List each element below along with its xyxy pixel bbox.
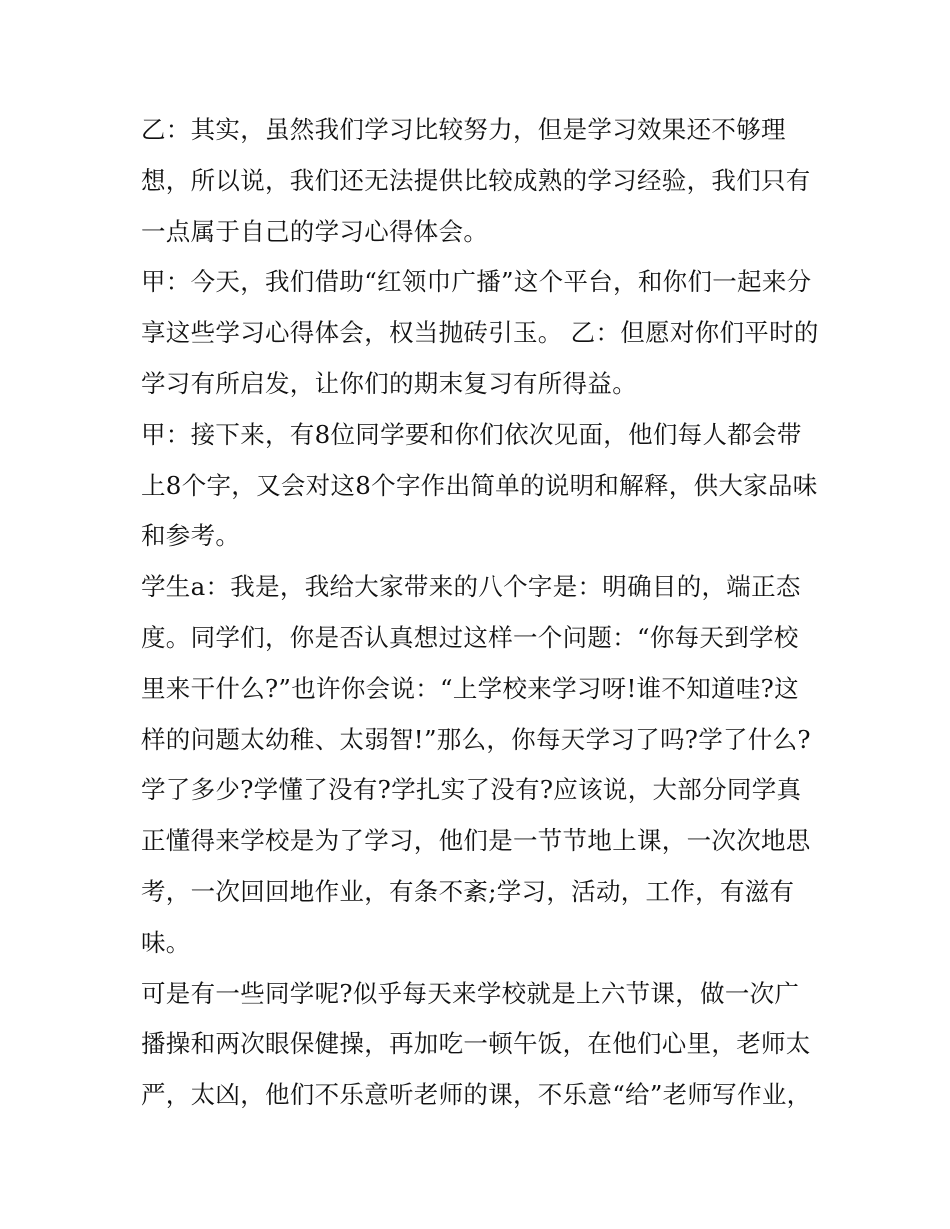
paragraph-dialogue-yi-1: 乙：其实，虽然我们学习比较努力，但是学习效果还不够理想，所以说，我们还无法提供比较成熟的学习经验，我们只有一点属于自己的学习心得体会。: [141, 115, 811, 246]
paragraph-dialogue-jia-2: 甲：接下来，有8位同学要和你们依次见面，他们每人都会带上8个字，又会对这8个字作出简单的说明和解释，供大家品味和参考。: [141, 419, 818, 551]
paragraph-continuation: 可是有一些同学呢?似乎每天来学校就是上六节课，做一次广播操和两次眼保健操，再加吃一顿午饭，在他们心里，老师太严，太凶，他们不乐意听老师的课，不乐意“给”老师写作业，: [141, 978, 812, 1110]
document-body: [141, 105, 821, 1121]
paragraph-dialogue-jia-1: 甲：今天，我们借助“红领巾广播”这个平台，和你们一起来分享这些学习心得体会，权当抛砖引玉。 乙：但愿对你们平时的学习有所启发，让你们的期末复习有所得益。: [141, 267, 819, 398]
paragraph-student-a: 学生a：我是，我给大家带来的八个字是：明确目的，端正态度。同学们，你是否认真想过这样一个问题：“你每天到学校里来干什么?”也许你会说：“上学校来学习呀!谁不知道哇?这样的问题太幼稚、太弱智!”那么，你每天学习了吗?学了什么?学了多少?学懂了没有?学扎实了没有?应该说，大部分同学真正懂得来学校是为了学习，他们是一节节地上课，一次次地思考，一次回回地作业，有条不紊;学习，活动，工作，有滋有味。: [141, 572, 811, 957]
